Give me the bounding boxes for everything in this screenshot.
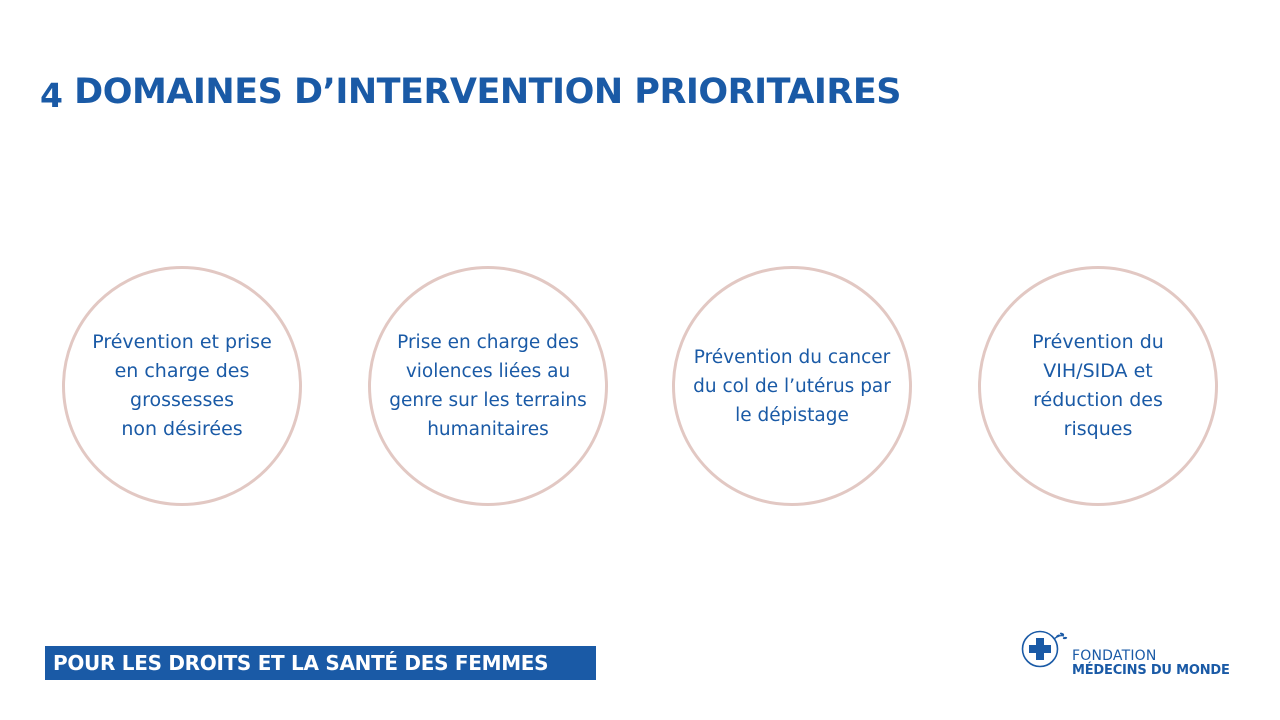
domain-text-4: Prévention du VIH/SIDA et réduction des risques	[1032, 331, 1164, 440]
domain-text-3: Prévention du cancer du col de l’utérus par le dépistage	[693, 346, 891, 426]
page-title	[40, 72, 901, 115]
domain-circle-4	[978, 266, 1218, 506]
domain-circle-1	[62, 266, 302, 506]
domain-text-1: Prévention et prise en charge des grossesses non désirées	[92, 331, 272, 440]
title-text: DOMAINES D’INTERVENTION PRIORITAIRES	[74, 72, 901, 112]
domain-circle-3	[672, 266, 912, 506]
domain-circle-2	[368, 266, 608, 506]
domain-text-2: Prise en charge des violences liées au genre sur les terrains humanitaires	[389, 332, 587, 440]
foundation-logo	[1020, 626, 1240, 682]
logo-line-2: MÉDECINS DU MONDE	[1072, 663, 1230, 678]
title-number: 4	[40, 76, 63, 115]
logo-line-1: FONDATION	[1072, 648, 1157, 664]
dove-cross-icon	[1020, 626, 1072, 672]
footer-banner: POUR LES DROITS ET LA SANTÉ DES FEMMES	[45, 646, 596, 680]
